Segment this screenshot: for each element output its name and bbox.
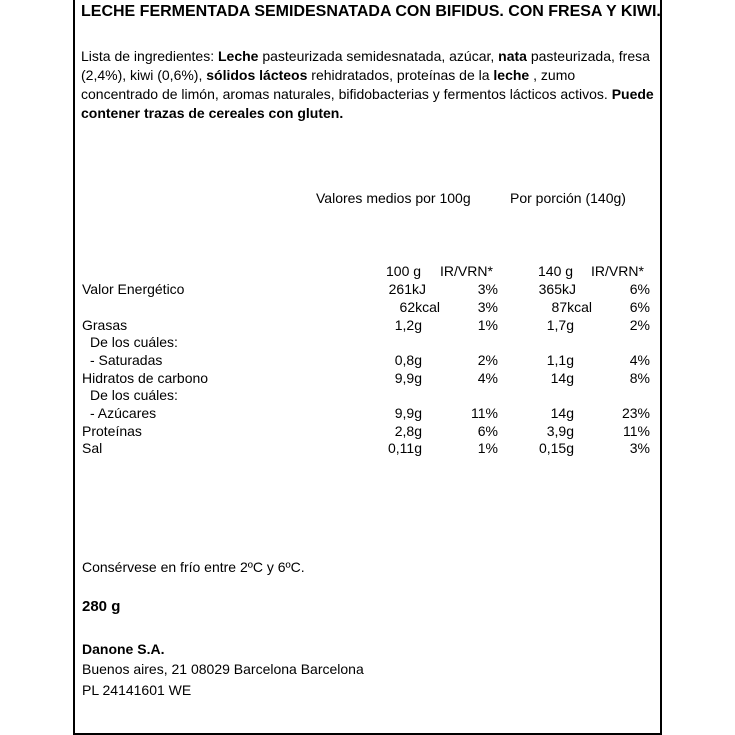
fat-100g: 1,2g (394, 317, 422, 333)
protein-ir-portion: 11% (623, 423, 650, 439)
energy-kcal-ir-100g: 3% (477, 299, 498, 315)
salt-100g: 0,11g (388, 440, 422, 456)
header-per-100g: Valores medios por 100g (316, 190, 471, 206)
ingredients-allergen: Leche (217, 48, 259, 64)
salt-ir-100g: 1% (477, 440, 498, 456)
salt-ir-portion: 3% (629, 440, 650, 456)
fat-portion: 1,7g (546, 317, 574, 333)
ingredients-list (81, 47, 656, 123)
sugars-ir-100g: 11% (471, 405, 498, 421)
col-ir-100g-header: IR/VRN* (440, 263, 493, 279)
net-weight: 280 g (82, 598, 121, 615)
fat-ir-100g: 1% (477, 317, 498, 333)
header-per-portion: Por porción (140g) (510, 190, 626, 206)
sugars-portion: 14g (550, 405, 574, 421)
col-ir-140g-header: IR/VRN* (591, 263, 644, 279)
row-label-carbs-of-which: De los cuáles: (90, 387, 178, 403)
row-label-fat-of-which: De los cuáles: (90, 334, 178, 350)
energy-kj-ir-100g: 3% (477, 281, 498, 297)
ingredients-segment: , zumo concentrado de limón, aromas naturales, bifidobacterias y fermentos lácticos activos. (81, 67, 612, 102)
carbs-ir-100g: 4% (477, 370, 498, 386)
batch-code: PL 24141601 WE (82, 682, 192, 698)
col-100g-header: 100 g (386, 263, 422, 279)
carbs-ir-portion: 8% (629, 370, 650, 386)
fat-ir-portion: 2% (629, 317, 650, 333)
row-label-energy: Valor Energético (82, 281, 185, 297)
ingredients-allergen: leche (493, 67, 530, 83)
sugars-100g: 9,9g (394, 405, 422, 421)
company-address: Buenos aires, 21 08029 Barcelona Barcelona (82, 661, 364, 677)
ingredients-segment: Lista de ingredientes: (81, 48, 218, 64)
saturated-portion: 1,1g (546, 352, 574, 368)
energy-kcal-100g: 62kcal (399, 299, 440, 315)
storage-instructions: Consérvese en frío entre 2ºC y 6ºC. (82, 559, 305, 575)
row-label-carbs: Hidratos de carbono (82, 370, 209, 386)
energy-kj-ir-portion: 6% (629, 281, 650, 297)
product-title: LECHE FERMENTADA SEMIDESNATADA CON BIFIDUS. CON FRESA Y KIWI. (81, 3, 661, 20)
row-label-saturated: - Saturadas (90, 352, 163, 368)
energy-kj-portion: 365kJ (538, 281, 576, 297)
row-label-sugars: - Azúcares (90, 405, 157, 421)
saturated-ir-100g: 2% (477, 352, 498, 368)
energy-kcal-ir-portion: 6% (629, 299, 650, 315)
carbs-portion: 14g (550, 370, 574, 386)
row-label-salt: Sal (82, 440, 103, 456)
col-140g-header: 140 g (538, 263, 574, 279)
ingredients-allergen: nata (498, 48, 527, 64)
saturated-ir-portion: 4% (629, 352, 650, 368)
ingredients-segment: rehidratados, proteínas de la (307, 67, 494, 83)
ingredients-segment: pasteurizada, fresa (2,4%), kiwi (0,6%), (81, 48, 650, 83)
protein-ir-100g: 6% (477, 423, 498, 439)
protein-portion: 3,9g (546, 423, 574, 439)
ingredients-allergen: sólidos lácteos (206, 67, 308, 83)
protein-100g: 2,8g (394, 423, 422, 439)
energy-kcal-portion: 87kcal (551, 299, 592, 315)
salt-portion: 0,15g (538, 440, 574, 456)
saturated-100g: 0,8g (394, 352, 422, 368)
ingredients-segment: pasteurizada semidesnatada, azúcar, (258, 48, 499, 64)
row-label-fat: Grasas (82, 317, 128, 333)
carbs-100g: 9,9g (394, 370, 422, 386)
energy-kj-100g: 261kJ (388, 281, 426, 297)
company-name: Danone S.A. (82, 641, 165, 657)
sugars-ir-portion: 23% (621, 405, 650, 421)
row-label-protein: Proteínas (82, 423, 142, 439)
ingredients-allergen-warning: Puede contener trazas de cereales con gluten. (81, 86, 654, 121)
